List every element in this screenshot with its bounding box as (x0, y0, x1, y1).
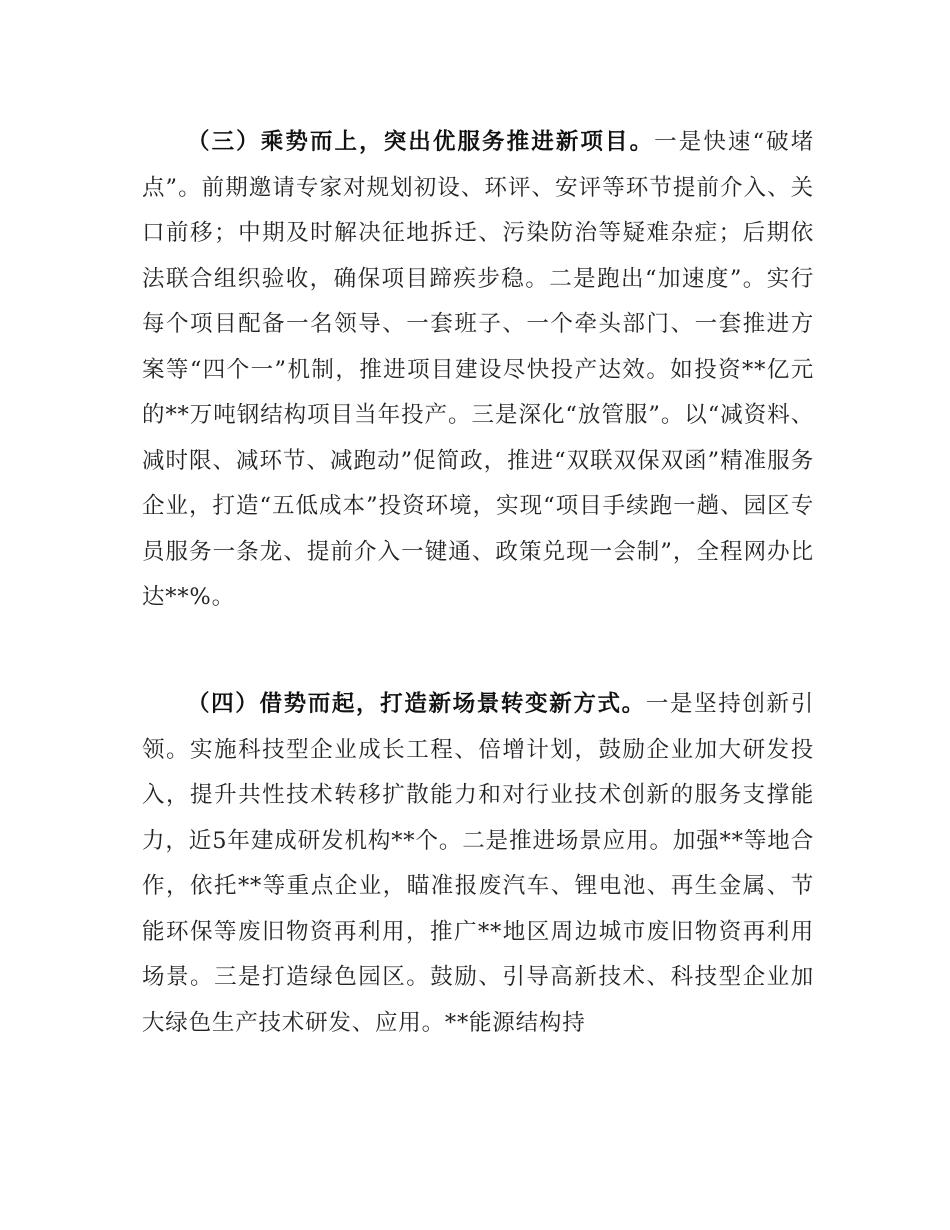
section-four-heading: （四）借势而起，打造新场景转变新方式。 (187, 691, 646, 717)
section-three-body: 一是快速“破堵点”。前期邀请专家对规划初设、环评、安评等环节提前介入、关口前移；中期及时解决征地拆迁、污染防治等疑难杂症；后期依法联合组织验收，确保项目蹄疾步稳。二是跑出“加速度”。实行每个项目配备一名领导、一套班子、一个牵头部门、一套推进方案等“四个一”机制，推进项目建设尽快投产达效。如投资**亿元的**万吨钢结构项目当年投产。三是深化“放管服”。以“减资料、减时限、减环节、减跑动”促简政，推进“双联双保双函”精准服务企业，打造“五低成本”投资环境，实现“项目手续跑一趟、园区专员服务一条龙、提前介入一键通、政策兑现一会制”，全程网办比达**%。 (142, 129, 814, 610)
section-three-heading: （三）乘势而上，突出优服务推进新项目。 (187, 129, 655, 155)
section-three-paragraph (142, 120, 814, 621)
section-four-body: 一是坚持创新引领。实施科技型企业成长工程、倍增计划，鼓励企业加大研发投入，提升共性技术转移扩散能力和对行业技术创新的服务支撑能力，近5年建成研发机构**个。二是推进场景应用。加强**等地合作，依托**等重点企业，瞄准报废汽车、锂电池、再生金属、节能环保等废旧物资再利用，推广**地区周边城市废旧物资再利用场景。三是打造绿色园区。鼓励、引导高新技术、科技型企业加大绿色生产技术研发、应用。**能源结构持 (142, 691, 814, 1036)
section-four-paragraph (142, 682, 814, 1046)
